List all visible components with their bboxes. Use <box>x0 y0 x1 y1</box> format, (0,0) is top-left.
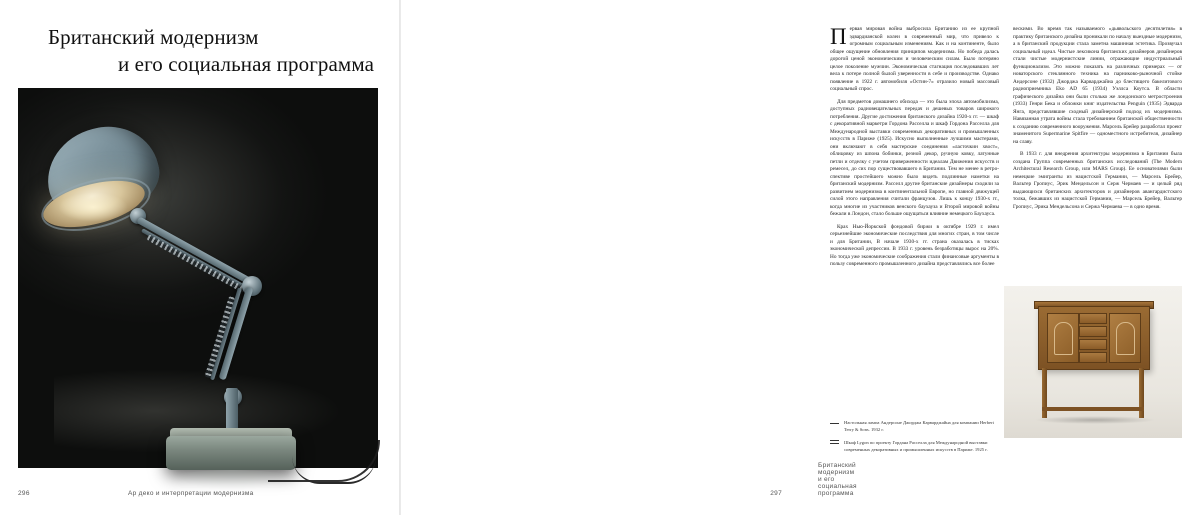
text-column-1 <box>830 26 999 274</box>
cabinet-body <box>1038 306 1150 370</box>
lamp-arm-upper <box>136 216 251 284</box>
caption-lamp <box>830 420 996 434</box>
book-gutter <box>399 0 401 515</box>
paragraph <box>830 26 999 94</box>
folio-left: 296 <box>18 490 30 497</box>
cabinet-shadow <box>1034 416 1156 424</box>
paragraph: Для предметов домашнего обихода — это была эпоха автомобилизма, доступных радиовещательных передач и дешевых товаров широкого потребления. Другие достижения британского дизайна 1920-х гг. — шкаф с декоративной маркетри Гордона Расселла и шкаф Гордона Расселла для Международной выставки современных декоративных и промышленных искусств в Париже (1925). Искусно выполненные лучшими мастерами, они включают в себя мастерские соединения «ласточкин хвост», облицовку из шпона бобинки, резной декор, ручную ковку, латунные петли и отделку с учетом приверженности идеалам Движения искусств и ремесел, до сих пор существовавшего в Британии. Тем не менее в ретро-спективе простейшего можно было видеть подлинные наметки на британский модернизм. Расселл другие британские дизайнеры сходили за развитием модернизма в континентальной Европе, но главной движущей силой этого направления считали французов. Лишь к концу 1930-х гг., когда многие из участников венского баухауза и Второй мировой войны бежали в Лондон, стало больше ощущаться влияние немецкого Баухауса. <box>830 98 999 218</box>
cabinet-drawer <box>1079 313 1107 324</box>
caption-group <box>830 420 996 460</box>
paragraph: В 1933 г. для внедрения архитектуры модернизма в Британии была создана Группа современных британских исследований (The Modern Architectural Research Group, или MARS Group). Ее основателями были немецкие эмигранты из нацистской Германии, — Марсель Брейер, Вальтер Гропиус, Эрик Мендельсон и Серж Чермаев — и целый ряд выдающихся британских архитекторов и дизайнеров авангардистского толка, бежавших из нацистской Германии, — Марсель Брейер, Вальтер Гропиус, Эрика Мендельсона и Сержа Чермаева — в одно время. <box>1013 151 1182 210</box>
cabinet-drawer <box>1079 339 1107 350</box>
drop-cap: П <box>830 24 847 49</box>
page-title <box>48 24 374 78</box>
cabinet-drawer <box>1079 326 1107 337</box>
lamp-illustration <box>18 88 378 468</box>
cabinet-inlay-right <box>1116 322 1135 355</box>
paragraph-text: ервая мировая война выбросила Британию из ее крупной эдвардианской колеи в современный мир, что привело к огромным социальным изменениям. Как и на континенте, было общее ощущение обновления принципов модернизма. Но победа далась дорогой ценой экономическим и человеческим силам. Было потеряно целое поколение мужчин. Экономическая стагнация последовавших лет вела к потере полной былой уверенности в себе и производстве. Однако появление в 1922 г. автомобиля «Остин-7» отразило новый массовый социальный спрос. <box>830 26 999 93</box>
lamp-cord-loop <box>292 456 376 484</box>
lygon-cabinet-photo <box>1004 286 1182 438</box>
left-page <box>0 0 400 515</box>
cabinet-drawers <box>1079 313 1107 361</box>
caption-cabinet <box>830 440 996 454</box>
cabinet-door-right <box>1109 313 1141 363</box>
lamp-bulb-glow <box>58 192 128 222</box>
page-title-line2: и его социальная программа <box>117 51 374 76</box>
text-column-2 <box>1013 26 1182 274</box>
running-head-left: Ар деко и интерпретации модернизма <box>128 490 254 497</box>
cabinet-stand <box>1038 368 1148 420</box>
cabinet-inlay-left <box>1054 322 1073 355</box>
anglepoise-lamp-photo <box>18 88 378 468</box>
caption-text: Настольная лампа Андерсоне Джорджа Карварджайна для компании Herbert Terry & Sons. 1932 г. <box>844 420 994 432</box>
caption-text: Шкаф Lygon по проекту Гордана Расселла для Международной выставки современных декоративных и промышленных искусств в Париже. 1925 г. <box>844 439 988 452</box>
lamp-spring-upper <box>147 234 246 293</box>
page-title-line1: Британский модернизм <box>48 25 259 49</box>
caption-rule-icon <box>830 420 840 434</box>
paragraph: Крах Нью-Йоркской фондовой биржи в октябре 1929 г. имел серьезнейшие экономические последствия для многих стран, в том числе и для Британии, В начале 1930-х гг. страна оказалась в тисках экономической депрессии. В 1933 г. уровень безработицы вырос на 20%. Но тогда уже экономические соображения стали финансовые аргументы в пользу современного промышленного дизайна представлялись все более <box>830 223 999 268</box>
cabinet-door-left <box>1047 313 1079 363</box>
running-head-right: Британский модернизм и его социальная программа <box>818 462 857 497</box>
cabinet-drawer <box>1079 352 1107 363</box>
cabinet-stretcher <box>1042 407 1144 411</box>
paragraph: вескими. Во время так называемого «дьявольского десятилетия» в практику британского дизайна проникали по началу выездные модернизм, а в британский продукции стала заметна машинная эстетика. Прозвучал социальный идеал. Чистые лексикона британских дизайнеров дизайнеров стали чистые модернистские линии, отражающие индустриальный функционализм. Это можно показать на различных примерах — от новаторского стеклянного техника на парниково-рыночной стойке Андерсоне (1932) Джорджа Карварджайна до блестящего бакелитового радиоприемника Eko AD 65 (1934) Уэллса Коутса. В области графического дизайна они были столько же лондонского метростроения (1933) Генри Бека и обложки книг издательства Penguin (1935) Эдварда Янга, представлявшие сходный дизайнерский подход их модернизма. Навязанная утрата войны стала требованием британской общественности к созданию современного вооружения. Марсель Брейер разработал проект знаменитого Supermarine Spitfire — одноместного истребителя, дизайнер на славу. <box>1013 26 1182 145</box>
body-text-columns <box>830 26 1182 274</box>
caption-double-rule-icon <box>830 440 840 454</box>
right-page <box>400 0 1182 515</box>
folio-right: 297 <box>770 490 782 497</box>
